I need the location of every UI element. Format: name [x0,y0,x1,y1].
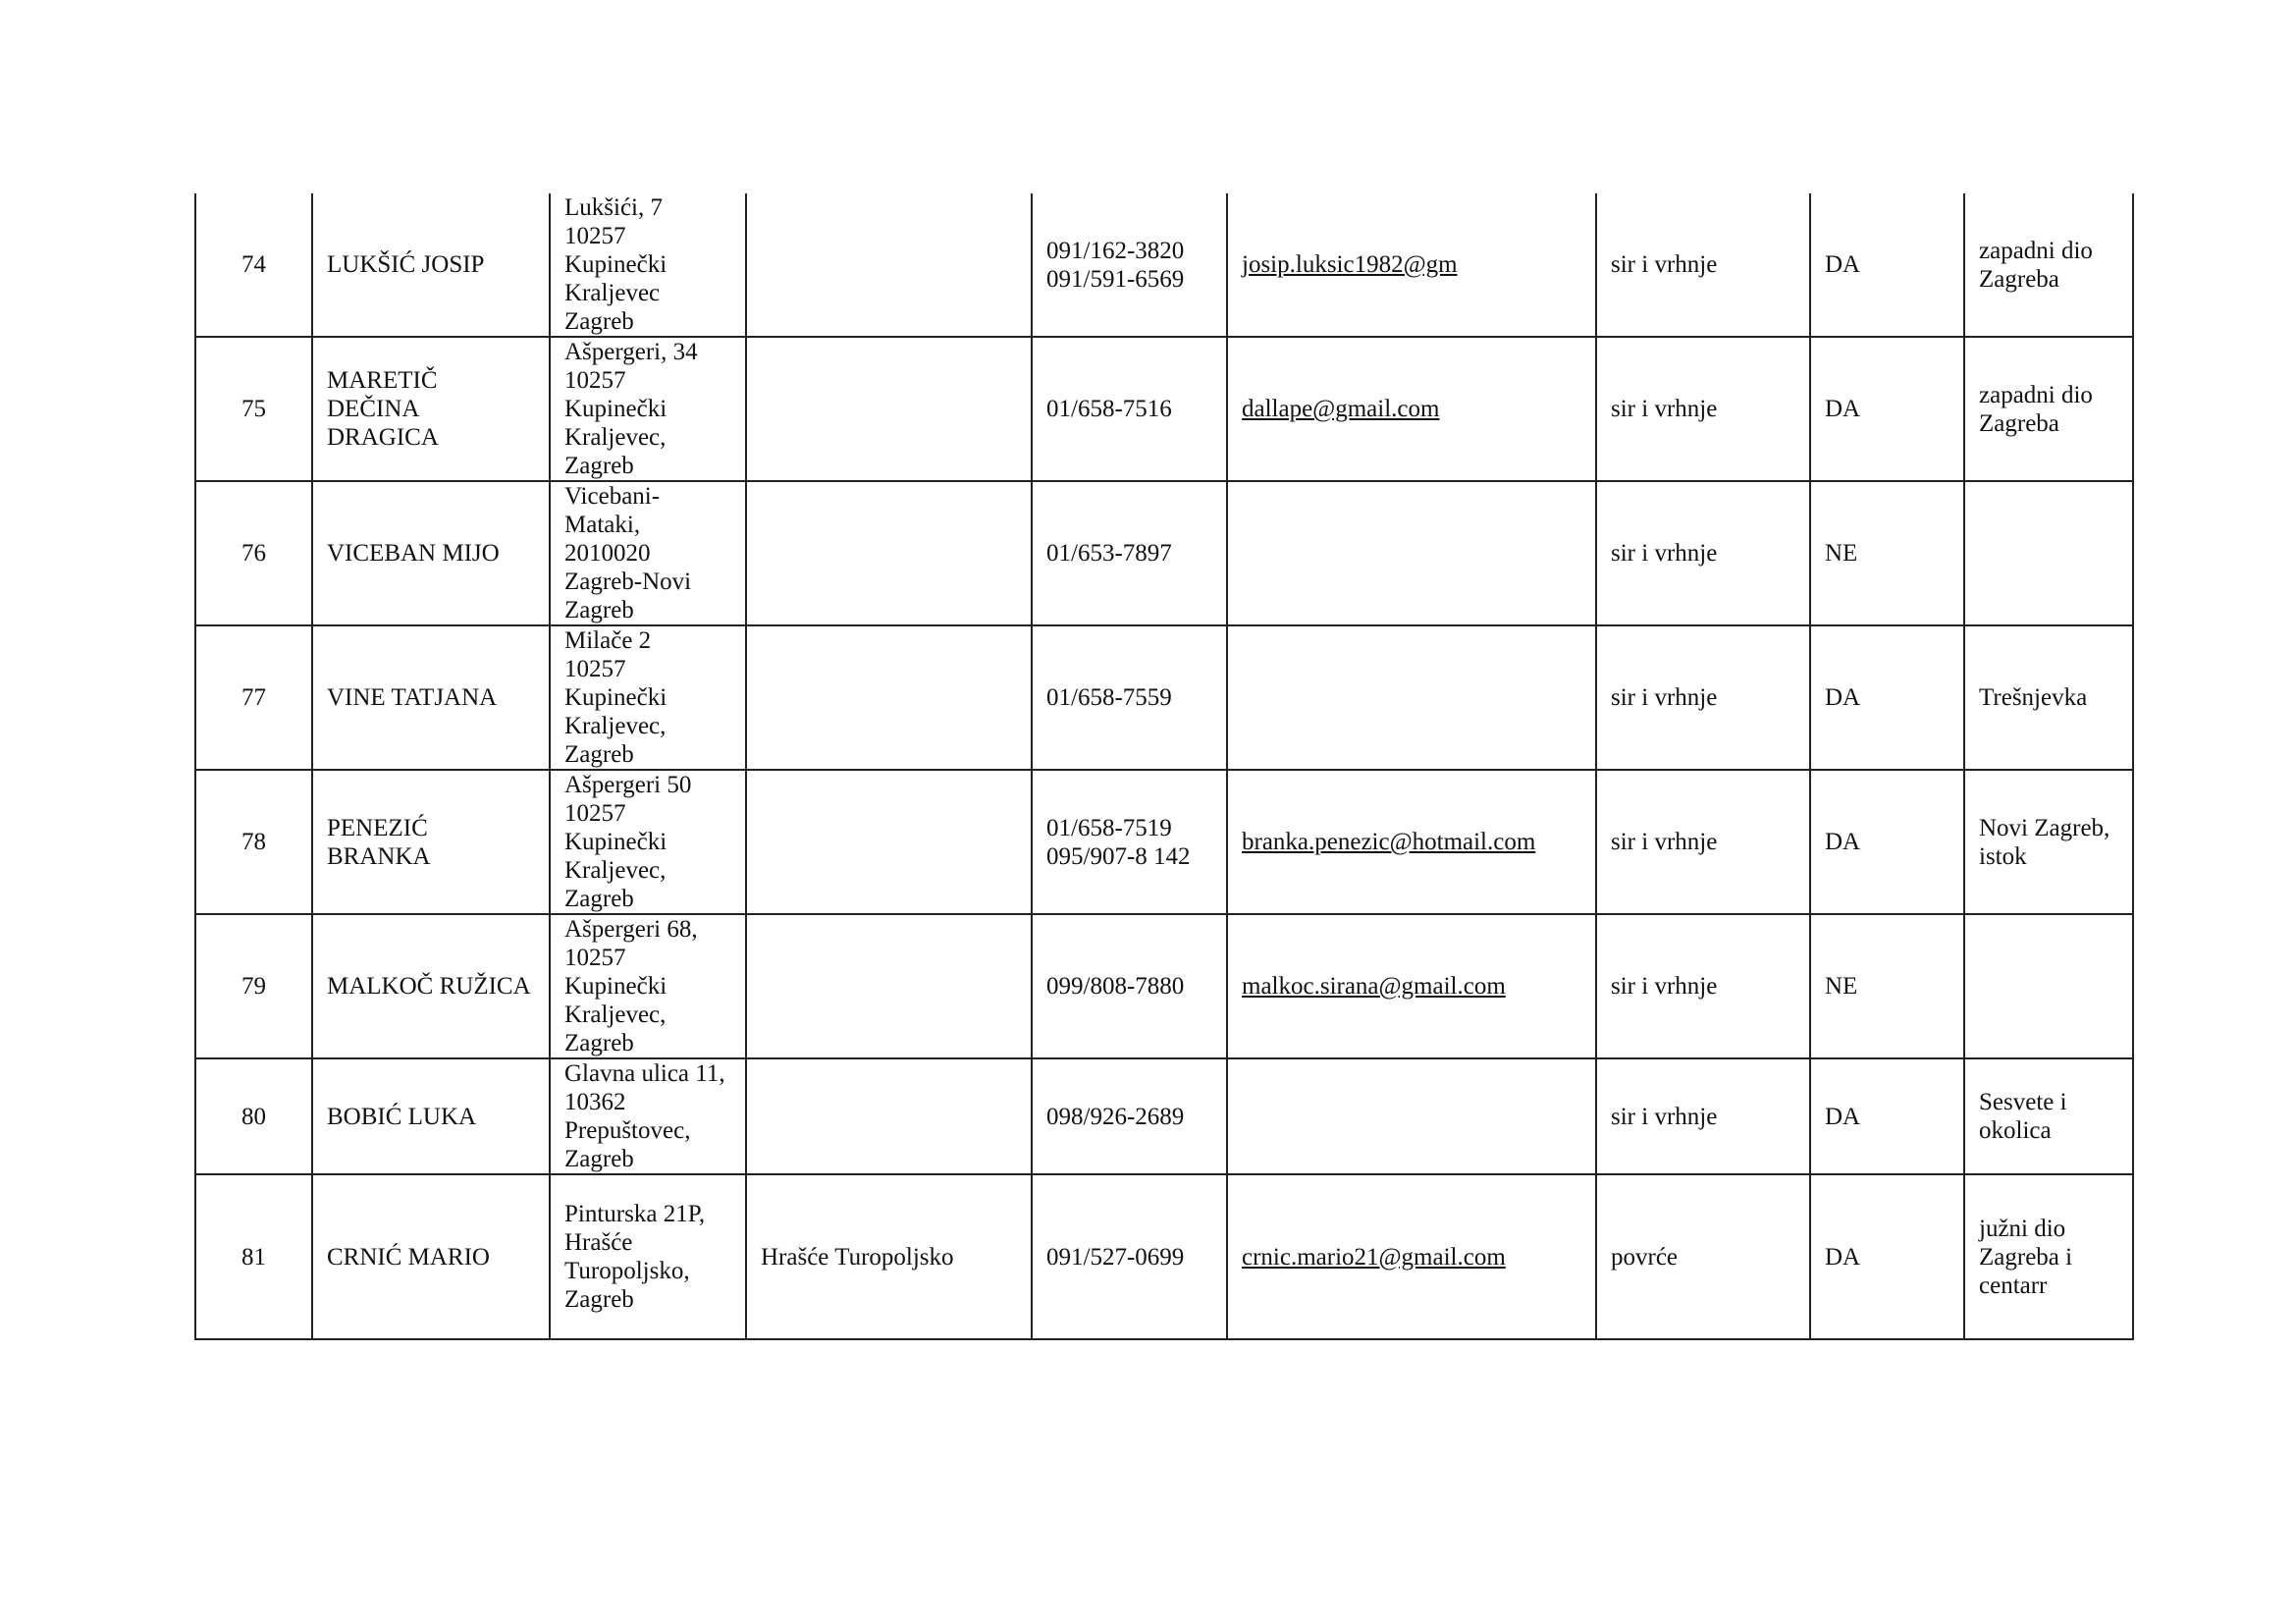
producer-product-cell: sir i vrhnje [1596,1058,1810,1174]
producer-name-cell: VINE TATJANA [312,625,550,770]
producer-phone-cell: 091/162-3820 091/591-6569 [1032,193,1227,337]
email-link[interactable]: josip.luksic1982@gm [1242,251,1458,278]
table-row [195,1058,2133,1174]
producer-flag-cell: DA [1810,193,1964,337]
producer-address-cell: Ašpergeri 68, 10257 Kupinečki Kraljevec, Zagreb [550,914,746,1058]
producer-phone-cell: 01/658-7519 095/907-8 142 [1032,770,1227,914]
table-row [195,914,2133,1058]
producer-flag-cell: DA [1810,770,1964,914]
delivery-area-cell [1964,914,2133,1058]
email-link[interactable]: dallape@gmail.com [1242,396,1440,422]
producer-place-cell [746,481,1032,625]
producer-place-cell [746,337,1032,481]
delivery-area-cell: zapadni dio Zagreba [1964,193,2133,337]
producer-table [194,193,2134,1340]
producer-phone-cell: 099/808-7880 [1032,914,1227,1058]
producer-place-cell [746,1058,1032,1174]
producer-email-cell [1227,770,1596,914]
producer-name-cell: VICEBAN MIJO [312,481,550,625]
producer-phone-cell: 01/653-7897 [1032,481,1227,625]
producer-product-cell: sir i vrhnje [1596,770,1810,914]
producer-name-cell: MARETIČ DEČINA DRAGICA [312,337,550,481]
producer-name-cell: MALKOČ RUŽICA [312,914,550,1058]
email-link[interactable]: crnic.mario21@gmail.com [1242,1243,1506,1271]
row-number-cell: 75 [195,337,312,481]
producer-name-cell: CRNIĆ MARIO [312,1174,550,1339]
producer-flag-cell: DA [1810,1174,1964,1339]
table-row [195,1174,2133,1339]
producer-place-cell [746,770,1032,914]
producer-address-cell: Glavna ulica 11, 10362 Prepuštovec, Zagreb [550,1058,746,1174]
delivery-area-cell: Novi Zagreb, istok [1964,770,2133,914]
producer-phone-cell: 01/658-7559 [1032,625,1227,770]
producer-product-cell: sir i vrhnje [1596,193,1810,337]
table-row [195,625,2133,770]
producer-phone-cell: 098/926-2689 [1032,1058,1227,1174]
producer-email-cell [1227,625,1596,770]
producer-address-cell: Pinturska 21P, Hrašće Turopoljsko, Zagreb [550,1174,746,1339]
producer-address-cell: Ašpergeri 50 10257 Kupinečki Kraljevec, Zagreb [550,770,746,914]
producer-place-cell [746,193,1032,337]
row-number-cell: 78 [195,770,312,914]
email-link[interactable]: malkoc.sirana@gmail.com [1242,973,1506,1000]
producer-flag-cell: NE [1810,914,1964,1058]
table-row [195,770,2133,914]
row-number-cell: 76 [195,481,312,625]
table-row [195,337,2133,481]
producer-email-cell [1227,481,1596,625]
producer-place-cell: Hrašće Turopoljsko [746,1174,1032,1339]
producer-place-cell [746,625,1032,770]
table-row [195,193,2133,337]
producer-address-cell: Milače 2 10257 Kupinečki Kraljevec, Zagreb [550,625,746,770]
delivery-area-cell: južni dio Zagreba i centarr [1964,1174,2133,1339]
producer-flag-cell: DA [1810,337,1964,481]
row-number-cell: 77 [195,625,312,770]
producer-flag-cell: DA [1810,1058,1964,1174]
delivery-area-cell: Sesvete i okolica [1964,1058,2133,1174]
producer-flag-cell: NE [1810,481,1964,625]
producer-flag-cell: DA [1810,625,1964,770]
producer-phone-cell: 01/658-7516 [1032,337,1227,481]
producer-phone-cell: 091/527-0699 [1032,1174,1227,1339]
producer-place-cell [746,914,1032,1058]
producer-product-cell: sir i vrhnje [1596,481,1810,625]
producer-email-cell [1227,914,1596,1058]
delivery-area-cell: Trešnjevka [1964,625,2133,770]
producer-address-cell: Ašpergeri, 34 10257 Kupinečki Kraljevec, Zagreb [550,337,746,481]
email-link[interactable]: branka.penezic@hotmail.com [1242,829,1536,855]
delivery-area-cell: zapadni dio Zagreba [1964,337,2133,481]
delivery-area-cell [1964,481,2133,625]
producer-address-cell: Lukšići, 7 10257 Kupinečki Kraljevec Zagreb [550,193,746,337]
row-number-cell: 80 [195,1058,312,1174]
producer-name-cell: BOBIĆ LUKA [312,1058,550,1174]
row-number-cell: 81 [195,1174,312,1339]
producer-email-cell [1227,193,1596,337]
row-number-cell: 79 [195,914,312,1058]
producer-email-cell [1227,1174,1596,1339]
producer-address-cell: Vicebani- Mataki, 2010020 Zagreb-Novi Zagreb [550,481,746,625]
table-row [195,481,2133,625]
producer-name-cell: PENEZIĆ BRANKA [312,770,550,914]
producer-name-cell: LUKŠIĆ JOSIP [312,193,550,337]
producer-email-cell [1227,337,1596,481]
row-number-cell: 74 [195,193,312,337]
producer-email-cell [1227,1058,1596,1174]
producer-product-cell: povrće [1596,1174,1810,1339]
producer-product-cell: sir i vrhnje [1596,914,1810,1058]
producer-product-cell: sir i vrhnje [1596,337,1810,481]
producer-product-cell: sir i vrhnje [1596,625,1810,770]
